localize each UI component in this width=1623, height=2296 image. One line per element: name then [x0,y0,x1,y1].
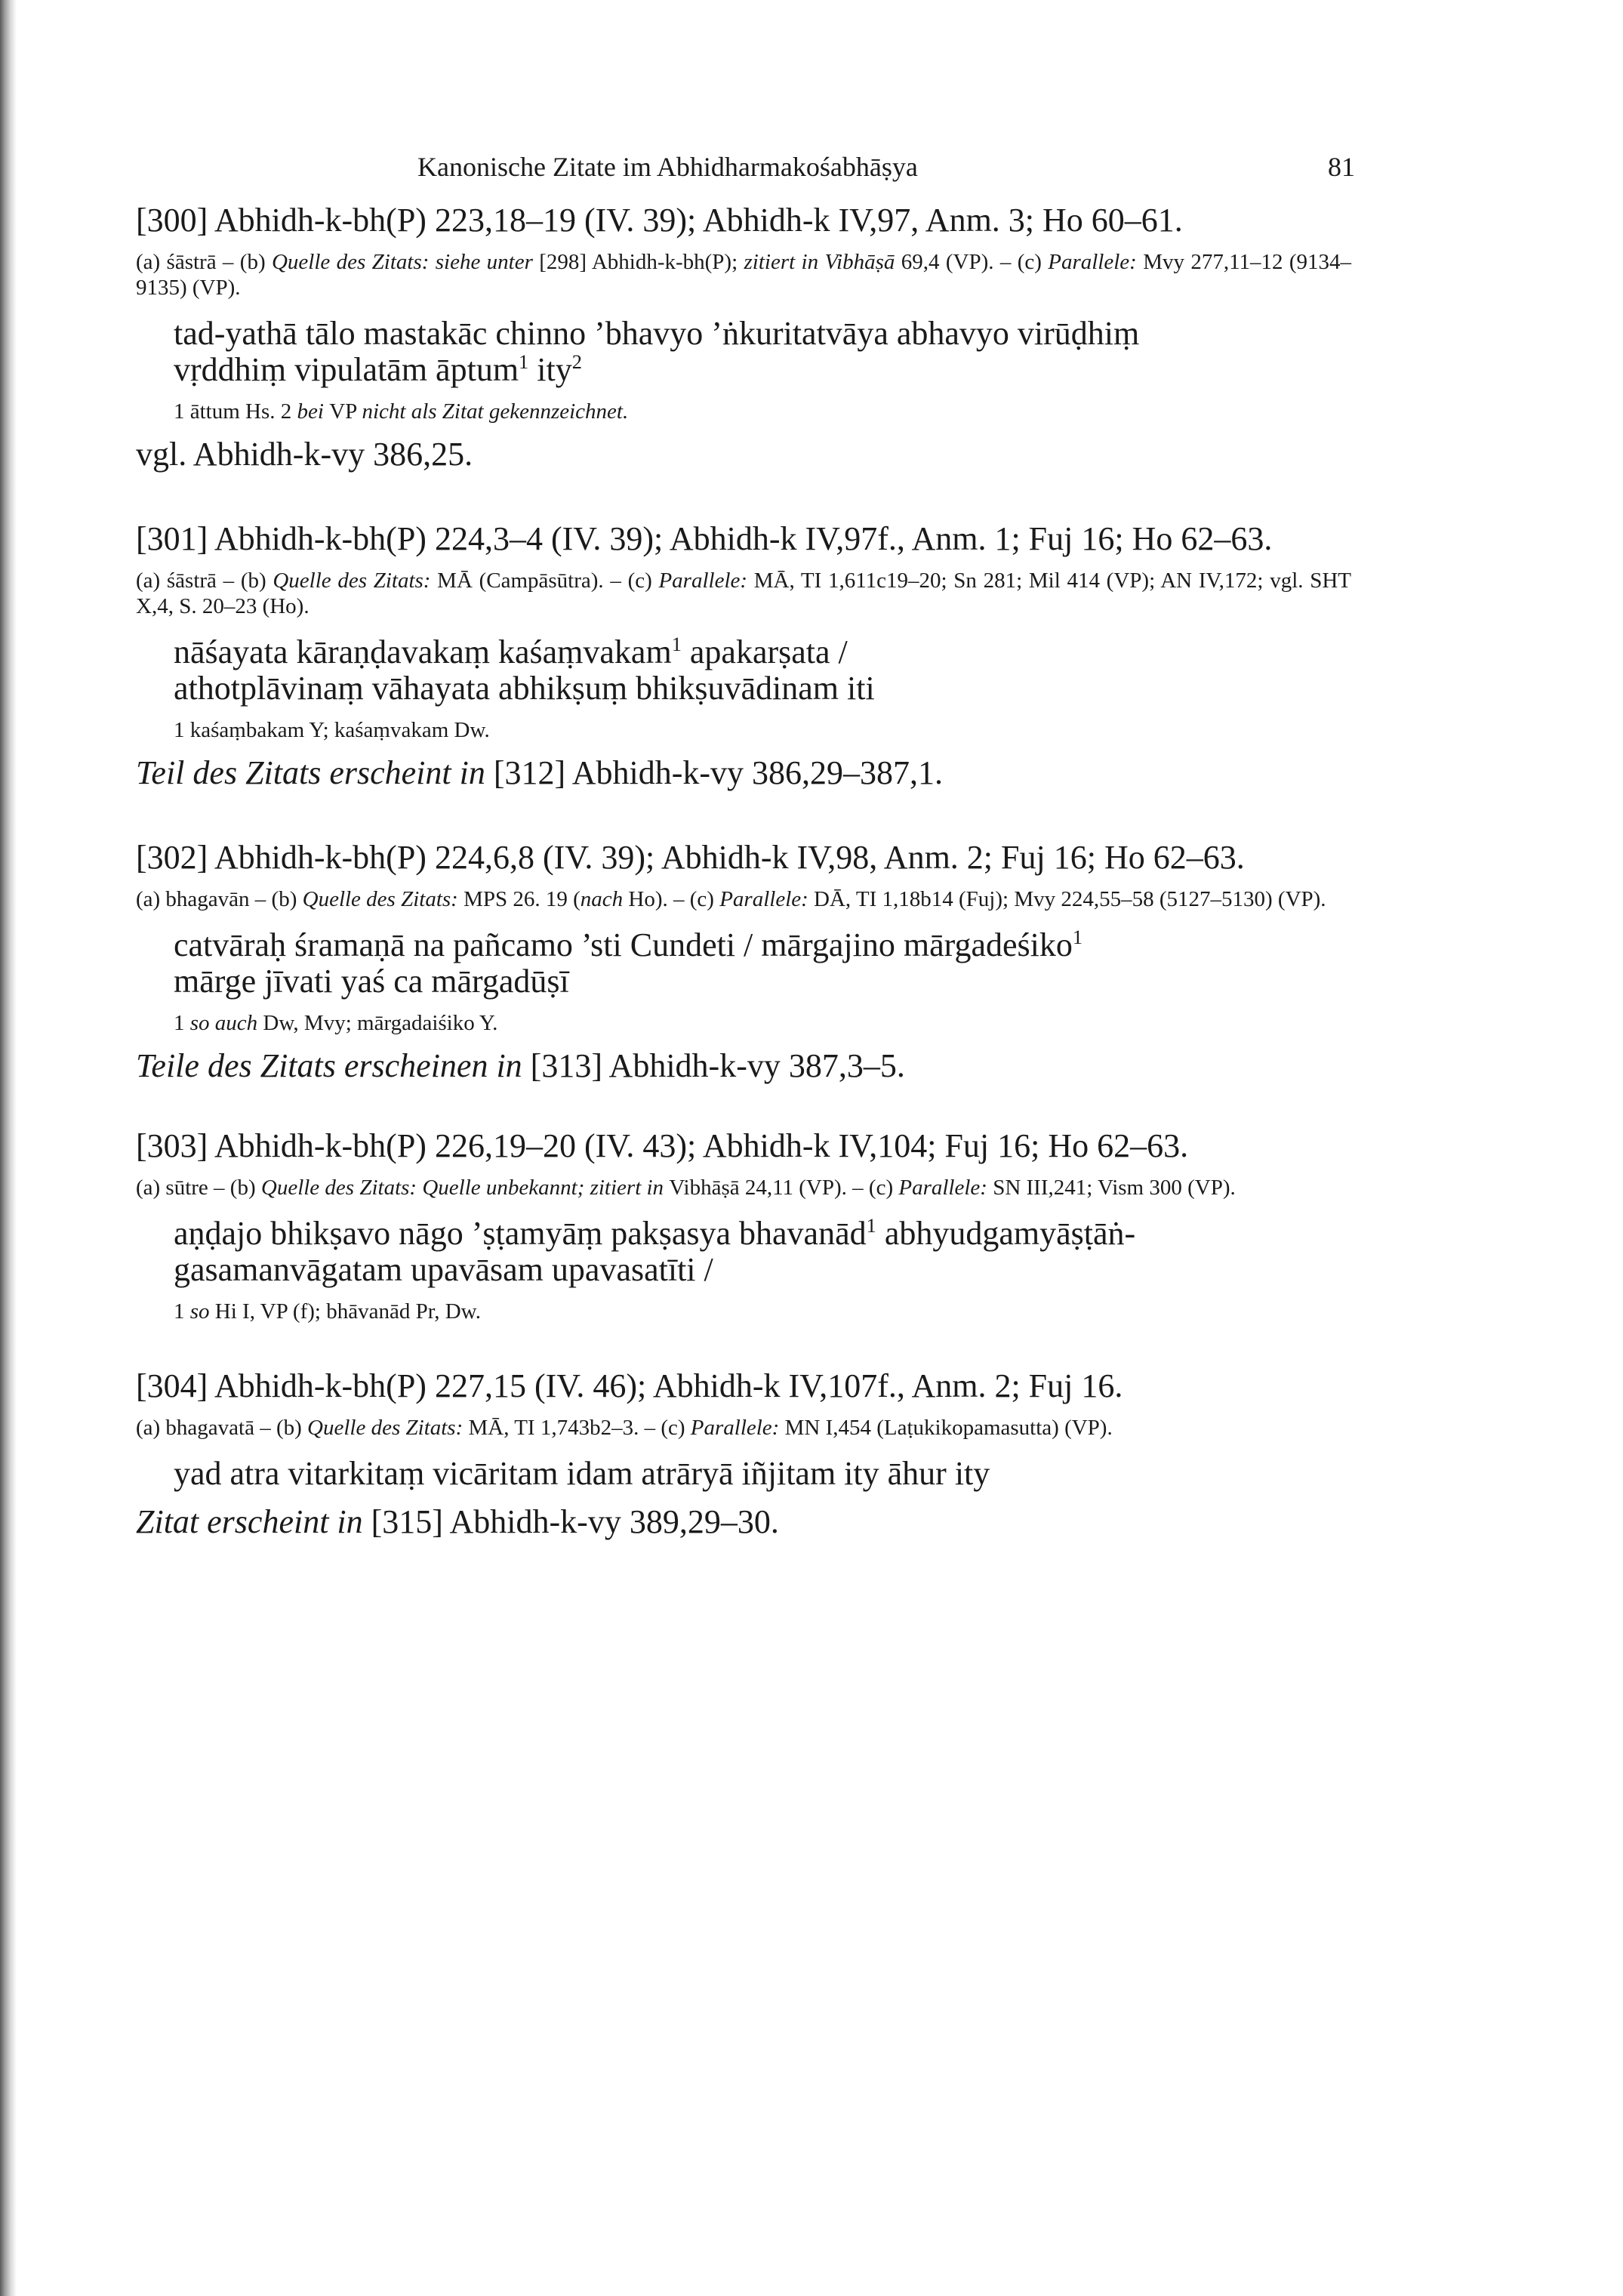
footnote-marker: 1 [1072,926,1083,949]
document-page [136,136,1355,1540]
apparatus-footnote [174,1010,1351,1036]
sanskrit-line [174,963,1351,1000]
citation-entry [136,521,1351,791]
note-segment: (a) śāstrā – (b) [136,569,273,593]
sanskrit-text: athotplāvinaṃ vāhayata abhikṣuṃ bhikṣuvādinam iti [174,670,875,707]
sanskrit-text: nāśayata kāraṇḍavakaṃ kaśaṃvakam [174,633,672,670]
sanskrit-text: yad atra vitarkitaṃ vicāritam idam atrāryā iñjitam ity āhur ity [174,1455,990,1492]
apparatus-footnote [174,717,1351,743]
running-head [136,136,1355,196]
crossref-segment: [313] Abhidh-k-vy 387,3–5. [530,1047,905,1084]
note-segment: Parallele: [1048,250,1144,274]
note-segment: Quelle des Zitats: Quelle unbekannt; zitiert in [260,1176,670,1200]
footnote-marker: 1 [866,1214,876,1237]
note-segment: zitiert in Vibhāṣā [744,250,901,274]
note-segment: Parallele: [719,887,815,911]
note-segment: nach [580,887,629,911]
scan-edge-shadow [0,0,17,2296]
sanskrit-text: ity [528,351,572,388]
note-segment: MĀ, TI 1,611c19–20; Sn 281; Mil 414 (VP); AN IV,172; vgl. SHT X,4, S. 20–23 (Ho). [136,569,1351,618]
citation-heading: [302] Abhidh-k-bh(P) 224,6,8 (IV. 39); Abhidh-k IV,98, Anm. 2; Fuj 16; Ho 62–63. [136,839,1245,876]
page-number: 81 [1328,152,1355,182]
note-segment: (a) bhagavān – (b) [136,887,303,911]
footnote-segment: so auch [189,1011,263,1035]
crossref-segment: vgl. Abhidh-k-vy 386,25. [136,436,473,473]
crossref-segment: [315] Abhidh-k-vy 389,29–30. [371,1503,779,1540]
note-segment: Quelle des Zitats: [307,1416,469,1440]
sanskrit-text: gasamanvāgatam upavāsam upavasatīti / [174,1251,713,1288]
footnote-segment: 1 āttum Hs. 2 [174,399,297,424]
sanskrit-quote [174,1216,1351,1288]
sanskrit-line [174,670,1351,707]
note-segment: Quelle des Zitats: [273,569,438,593]
sanskrit-line [174,927,1351,963]
note-segment: Mvy 277,11–12 (9134–9135) (VP). [136,250,1352,300]
cross-reference [136,1504,1351,1540]
sanskrit-text: tad-yathā tālo mastakāc chinno ’bhavyo ’ṅkuritatvāya abhavyo virūḍhiṃ [174,315,1140,352]
entries-list [136,202,1351,1540]
sanskrit-text: catvāraḥ śramaṇā na pañcamo ’sti Cundeti / mārgajino mārgadeśiko [174,926,1073,963]
citation-entry [136,840,1351,1084]
sanskrit-line [174,1216,1351,1252]
footnote-marker: 1 [519,350,529,374]
sanskrit-line [174,1456,1351,1492]
footnote-marker: 1 [671,633,682,656]
footnote-segment: bei [297,399,330,424]
crossref-segment: Zitat erscheint in [136,1503,371,1540]
apparatus-footnote [174,399,1351,424]
citation-entry [136,202,1351,473]
note-segment: Parallele: [690,1416,785,1440]
sanskrit-text: aṇḍajo bhikṣavo nāgo ’ṣṭamyāṃ pakṣasya bhavanād [174,1215,867,1252]
footnote-segment: so [189,1299,215,1324]
note-segment: Ho). – (c) [628,887,720,911]
note-segment: Parallele: [658,569,754,593]
citation-heading: [301] Abhidh-k-bh(P) 224,3–4 (IV. 39); Abhidh-k IV,97f., Anm. 1; Fuj 16; Ho 62–63. [136,520,1273,557]
footnote-segment: 1 [174,1299,190,1324]
note-segment: (a) sūtre – (b) [136,1176,261,1200]
sanskrit-line [174,1252,1351,1288]
footnote-segment: Dw, Mvy; mārgadaiśiko Y. [263,1011,498,1035]
sanskrit-quote [174,1456,1351,1492]
note-segment: 69,4 (VP). – (c) [901,250,1049,274]
footnote-segment: 1 kaśaṃbakam Y; kaśaṃvakam Dw. [174,718,490,742]
footnote-segment: nicht als Zitat gekennzeichnet. [362,399,629,424]
running-title: Kanonische Zitate im Abhidharmakośabhāṣya [417,152,918,182]
sanskrit-quote [174,634,1351,707]
citation-notes [136,249,1351,300]
citation-entry [136,1368,1351,1540]
note-segment: Quelle des Zitats: [302,887,464,911]
note-segment: Parallele: [898,1176,993,1200]
apparatus-footnote [174,1299,1351,1324]
sanskrit-line [174,634,1351,670]
footnote-segment: Hi I, VP (f); bhāvanād Pr, Dw. [214,1299,481,1324]
note-segment: MPS 26. 19 ( [463,887,581,911]
cross-reference [136,436,1351,473]
sanskrit-line [174,316,1351,352]
citation-notes [136,568,1351,619]
cross-reference [136,1048,1351,1084]
crossref-segment: [312] Abhidh-k-vy 386,29–387,1. [493,754,944,791]
note-segment: SN III,241; Vism 300 (VP). [993,1176,1236,1200]
note-segment: MN I,454 (Laṭukikopamasutta) (VP). [784,1416,1113,1440]
note-segment: DĀ, TI 1,18b14 (Fuj); Mvy 224,55–58 (5127–5130) (VP). [814,887,1326,911]
citation-notes [136,1415,1351,1441]
footnote-marker: 2 [571,350,582,374]
sanskrit-text: vṛddhiṃ vipulatām āptum [174,351,519,388]
note-segment: Vibhāṣā 24,11 (VP). – (c) [669,1176,899,1200]
sanskrit-quote [174,316,1351,388]
note-segment: MĀ, TI 1,743b2–3. – (c) [468,1416,691,1440]
sanskrit-line [174,352,1351,388]
note-segment: (a) śāstrā – (b) [136,250,272,274]
citation-heading: [300] Abhidh-k-bh(P) 223,18–19 (IV. 39); Abhidh-k IV,97, Anm. 3; Ho 60–61. [136,202,1183,239]
sanskrit-text: apakarṣata / [681,633,848,670]
citation-notes [136,1175,1351,1200]
note-segment: Quelle des Zitats: siehe unter [271,250,540,274]
sanskrit-text: mārge jīvati yaś ca mārgadūṣī [174,963,569,1000]
citation-heading: [304] Abhidh-k-bh(P) 227,15 (IV. 46); Abhidh-k IV,107f., Anm. 2; Fuj 16. [136,1367,1123,1404]
crossref-segment: Teile des Zitats erscheinen in [136,1047,531,1084]
sanskrit-quote [174,927,1351,1000]
footnote-segment: VP [329,399,362,424]
citation-heading: [303] Abhidh-k-bh(P) 226,19–20 (IV. 43); Abhidh-k IV,104; Fuj 16; Ho 62–63. [136,1127,1189,1164]
note-segment: (a) bhagavatā – (b) [136,1416,308,1440]
sanskrit-text: abhyudgamyāṣṭāṅ- [876,1215,1136,1252]
crossref-segment: Teil des Zitats erscheint in [136,754,494,791]
footnote-segment: 1 [174,1011,190,1035]
note-segment: [298] Abhidh-k-bh(P); [539,250,744,274]
note-segment: MĀ (Campāsūtra). – (c) [437,569,659,593]
citation-notes [136,886,1351,912]
cross-reference [136,755,1351,791]
citation-entry [136,1128,1351,1324]
